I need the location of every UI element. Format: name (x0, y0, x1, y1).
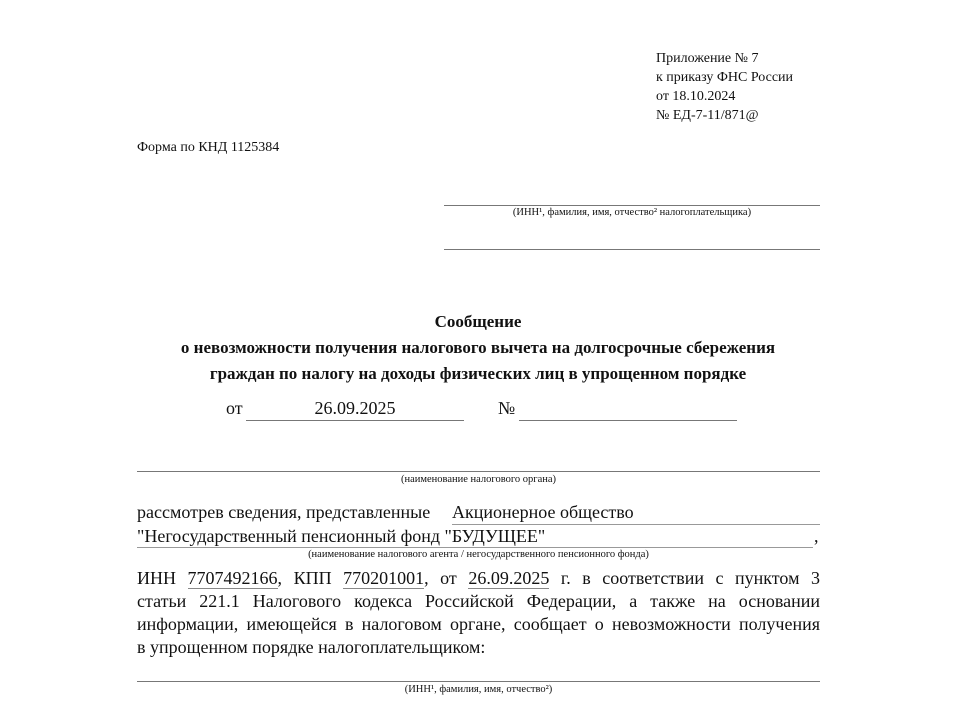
date-field[interactable]: 26.09.2025 (246, 398, 464, 421)
agent-comma: , (814, 526, 819, 546)
kpp-label: , КПП (277, 568, 332, 588)
body-line-1 (137, 567, 820, 590)
date-label: от (226, 398, 243, 418)
body-line-4: в упрощенном порядке налогоплательщиком: (137, 637, 486, 657)
agent-name-line-2: "Негосударственный пенсионный фонд "БУДУЩЕЕ" (137, 526, 813, 548)
appendix-line: № ЕД-7-11/871@ (656, 108, 759, 123)
number-label: № (498, 398, 516, 418)
title-line: о невозможности получения налогового вычета на долгосрочные сбережения (180, 338, 776, 357)
body-line-1-rest: г. в соответствии с пунктом 3 (560, 568, 820, 588)
taxpayer-line-1 (444, 205, 820, 206)
body-line-2: статьи 221.1 Налогового кодекса Российской Федерации, а также на основании (137, 591, 820, 611)
body-line-3: информации, имеющейся в налоговом органе, сообщает о невозможности получения (137, 614, 820, 634)
agent-name-line-1: Акционерное общество (452, 501, 820, 525)
tax-authority-line (137, 471, 820, 472)
taxpayer-line-2 (444, 249, 820, 250)
form-code: Форма по КНД 1125384 (137, 140, 280, 155)
agent-intro-text: рассмотрев сведения, представленные (137, 502, 431, 522)
appendix-line: Приложение № 7 (656, 51, 759, 66)
kpp-value: 770201001 (343, 568, 425, 588)
appendix-header (656, 49, 793, 125)
tax-authority-caption: (наименование налогового органа) (400, 474, 557, 485)
appendix-line: к приказу ФНС России (656, 70, 794, 85)
title-line: граждан по налогу на доходы физических лиц в упрощенном порядке (209, 364, 747, 383)
taxpayer-caption: (ИНН¹, фамилия, имя, отчество² налогоплательщика) (512, 207, 752, 218)
bottom-taxpayer-line (137, 681, 820, 682)
appendix-line: от 18.10.2024 (656, 89, 736, 104)
inn-value: 7707492166 (187, 568, 278, 588)
inn-label: ИНН (137, 568, 176, 588)
from-label: , от (424, 568, 457, 588)
body-paragraph (137, 567, 820, 659)
document-title (100, 309, 856, 387)
bottom-caption: (ИНН¹, фамилия, имя, отчество²) (404, 684, 553, 695)
agent-caption: (наименование налогового агента / негосударственного пенсионного фонда) (308, 549, 649, 560)
number-field[interactable] (519, 398, 737, 421)
title-line: Сообщение (434, 312, 522, 331)
from-date: 26.09.2025 (468, 568, 550, 588)
